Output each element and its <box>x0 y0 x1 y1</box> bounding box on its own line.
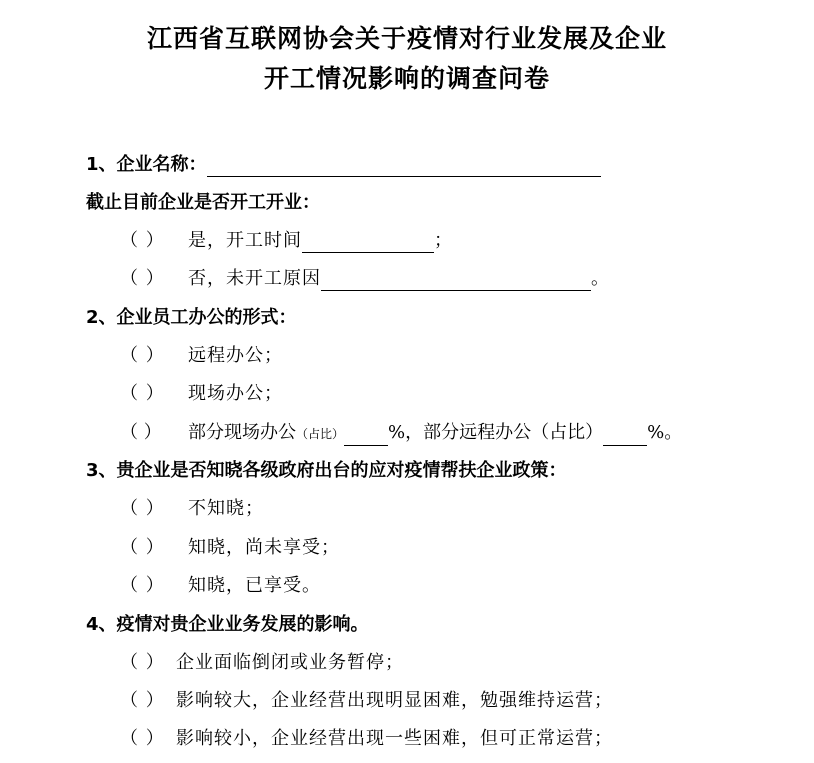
question-1 <box>86 153 601 177</box>
q3-option-aware-enjoyed-checkbox[interactable]: （ ） <box>120 575 165 596</box>
q2-option-mixed-text-b: ，部分远程办公（占比） <box>405 422 604 443</box>
q4-option-major-impact-checkbox[interactable]: （ ） <box>120 690 165 711</box>
title-line-2: 开工情况影响的调查问卷 <box>263 64 550 93</box>
q2-option-mixed <box>120 421 682 446</box>
q3-option-unaware-text: 不知晓； <box>188 498 264 519</box>
q3-option-aware-not-enjoyed-text: 知晓，尚未享受； <box>188 537 340 558</box>
q4-option-minor-impact-text: 影响较小，企业经营出现一些困难，但可正常运营； <box>176 728 613 749</box>
q1-option-no-checkbox[interactable]: （ ） <box>120 268 165 289</box>
company-name-blank[interactable] <box>207 156 601 177</box>
q4-option-closure-checkbox[interactable]: （ ） <box>120 652 165 673</box>
q2-option-onsite-text: 现场办公； <box>188 383 283 404</box>
q2-option-mixed-text-a: 部分现场办公 <box>188 422 296 443</box>
q1-option-yes <box>120 229 453 253</box>
question-3: 3、贵企业是否知晓各级政府出台的应对疫情帮扶企业政策： <box>86 460 567 481</box>
q2-option-onsite <box>120 382 283 406</box>
q3-option-aware-enjoyed <box>120 574 321 598</box>
q2-remote-percent-sign: % <box>647 422 665 443</box>
q1-option-no <box>120 267 610 291</box>
question-2: 2、企业员工办公的形式： <box>86 307 297 328</box>
q4-option-major-impact-text: 影响较大，企业经营出现明显困难，勉强维持运营； <box>176 690 613 711</box>
q3-option-unaware-checkbox[interactable]: （ ） <box>120 498 165 519</box>
q3-option-aware-not-enjoyed-checkbox[interactable]: （ ） <box>120 537 165 558</box>
q3-option-unaware <box>120 497 264 521</box>
q4-option-major-impact <box>120 689 613 713</box>
question-1-label: 1、企业名称： <box>86 154 207 175</box>
q2-option-remote <box>120 344 283 368</box>
q3-option-aware-enjoyed-text: 知晓，已享受。 <box>188 575 321 596</box>
title-line-1: 江西省互联网协会关于疫情对行业发展及企业 <box>146 24 667 53</box>
q2-option-mixed-checkbox[interactable]: （ ） <box>120 422 162 443</box>
q4-option-closure <box>120 651 404 675</box>
q3-option-aware-not-enjoyed <box>120 536 340 560</box>
q1-option-yes-end: ； <box>434 230 453 251</box>
q2-option-remote-checkbox[interactable]: （ ） <box>120 345 165 366</box>
q4-option-closure-text: 企业面临倒闭或业务暂停； <box>176 652 404 673</box>
q1-option-yes-checkbox[interactable]: （ ） <box>120 230 165 251</box>
remote-percent-blank[interactable] <box>603 425 647 446</box>
q4-option-minor-impact-checkbox[interactable]: （ ） <box>120 728 165 749</box>
q1-option-no-text: 否，未开工原因 <box>188 268 321 289</box>
onsite-percent-blank[interactable] <box>344 425 388 446</box>
q2-option-mixed-small: （占比） <box>296 427 345 441</box>
not-started-reason-blank[interactable] <box>321 270 591 291</box>
start-time-blank[interactable] <box>302 232 434 253</box>
q2-onsite-percent-sign: % <box>388 422 406 443</box>
q4-option-minor-impact <box>120 727 613 751</box>
question-4: 4、疫情对贵企业业务发展的影响。 <box>86 614 369 635</box>
question-1-sub: 截止目前企业是否开工开业： <box>86 192 320 213</box>
q1-option-no-end: 。 <box>591 268 610 289</box>
q2-option-onsite-checkbox[interactable]: （ ） <box>120 383 165 404</box>
q1-option-yes-text: 是，开工时间 <box>188 230 302 251</box>
q2-option-remote-text: 远程办公； <box>188 345 283 366</box>
q2-option-mixed-end: 。 <box>664 422 683 443</box>
